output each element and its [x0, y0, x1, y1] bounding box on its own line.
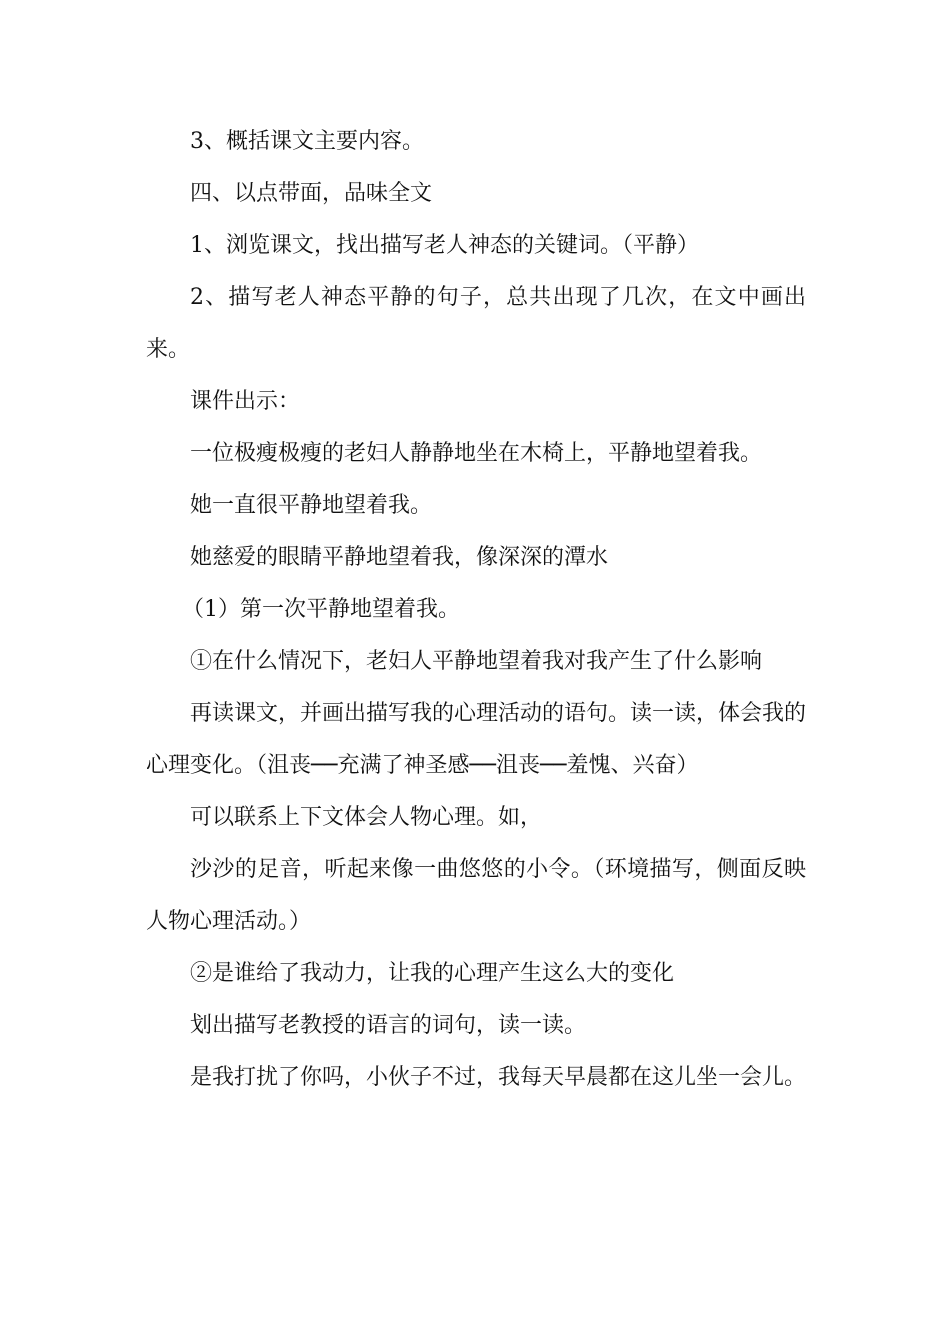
quote-sentence-2: 她一直很平静地望着我。 — [190, 493, 433, 518]
paragraph-courseware: 课件出示： — [190, 389, 301, 414]
paragraph-count: 2、描写老人神态平静的句子，总共出现了几次，在文中画出来。 — [146, 285, 806, 362]
subheading-first-time: （1）第一次平静地望着我。 — [182, 597, 460, 622]
question-2: ②是谁给了我动力，让我的心理产生这么大的变化 — [190, 961, 675, 986]
question-1: ①在什么情况下，老妇人平静地望着我对我产生了什么影响 — [190, 649, 763, 674]
quote-sentence-3: 她慈爱的眼睛平静地望着我，像深深的潭水 — [190, 545, 609, 570]
document-body — [146, 116, 806, 1104]
paragraph-footsteps: 沙沙的足音，听起来像一曲悠悠的小令。（环境描写，侧面反映人物心理活动。） — [146, 857, 806, 934]
paragraph-context: 可以联系上下文体会人物心理。如， — [190, 805, 543, 830]
section-heading: 四、以点带面，品味全文 — [190, 181, 433, 206]
paragraph-reread: 再读课文，并画出描写我的心理活动的语句。读一读，体会我的心理变化。（沮丧──充满了神圣感──沮丧──羞愧、兴奋） — [146, 701, 807, 778]
paragraph-underline: 划出描写老教授的语言的词句，读一读。 — [190, 1013, 587, 1038]
paragraph-keyword: 1、浏览课文，找出描写老人神态的关键词。（平静） — [190, 233, 699, 258]
quote-professor: 是我打扰了你吗，小伙子不过，我每天早晨都在这儿坐一会儿。 — [190, 1065, 807, 1090]
paragraph-summarize: 3、概括课文主要内容。 — [190, 129, 424, 154]
quote-sentence-1: 一位极瘦极瘦的老妇人静静地坐在木椅上，平静地望着我。 — [190, 441, 763, 466]
